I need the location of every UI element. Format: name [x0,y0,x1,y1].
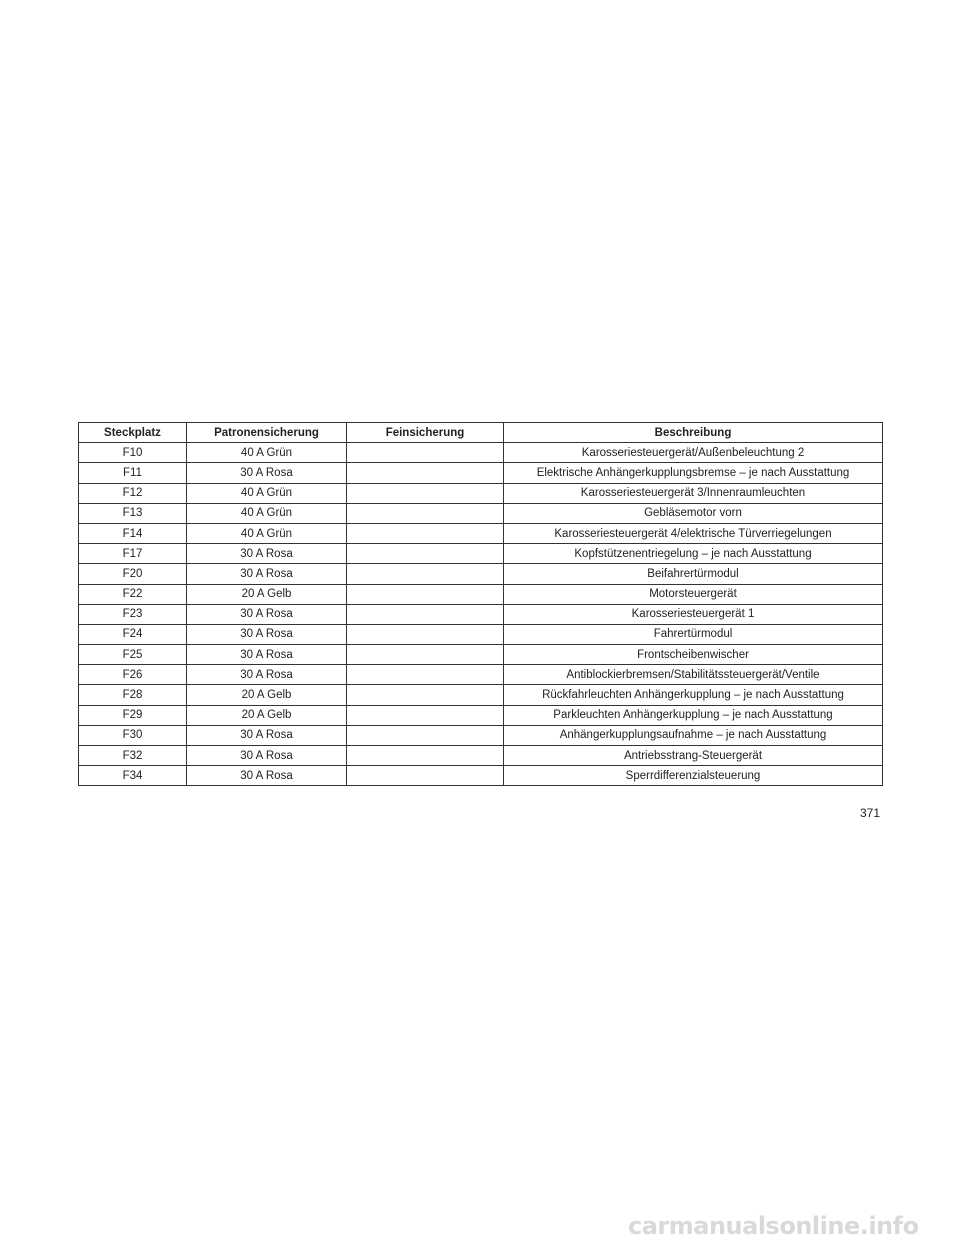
cell-steckplatz: F34 [79,766,187,786]
cell-feinsicherung [347,443,504,463]
cell-feinsicherung [347,725,504,745]
cell-steckplatz: F29 [79,705,187,725]
cell-beschreibung: Gebläsemotor vorn [504,503,883,523]
cell-feinsicherung [347,746,504,766]
cell-patronensicherung: 30 A Rosa [187,766,347,786]
cell-feinsicherung [347,564,504,584]
cell-feinsicherung [347,624,504,644]
cell-patronensicherung: 20 A Gelb [187,685,347,705]
cell-patronensicherung: 40 A Grün [187,503,347,523]
table-row [79,665,883,685]
cell-beschreibung: Anhängerkupplungsaufnahme – je nach Ausstattung [504,725,883,745]
cell-beschreibung: Frontscheibenwischer [504,645,883,665]
header-feinsicherung: Feinsicherung [347,423,504,443]
cell-steckplatz: F30 [79,725,187,745]
cell-feinsicherung [347,705,504,725]
cell-patronensicherung: 40 A Grün [187,443,347,463]
cell-steckplatz: F11 [79,463,187,483]
table-row [79,685,883,705]
cell-beschreibung: Karosseriesteuergerät 1 [504,604,883,624]
cell-beschreibung: Motorsteuergerät [504,584,883,604]
table-row [79,725,883,745]
cell-feinsicherung [347,523,504,543]
cell-beschreibung: Karosseriesteuergerät/Außenbeleuchtung 2 [504,443,883,463]
cell-feinsicherung [347,665,504,685]
table-row [79,604,883,624]
cell-patronensicherung: 40 A Grün [187,483,347,503]
cell-patronensicherung: 30 A Rosa [187,624,347,644]
table-row [79,463,883,483]
cell-steckplatz: F26 [79,665,187,685]
cell-steckplatz: F13 [79,503,187,523]
cell-patronensicherung: 30 A Rosa [187,544,347,564]
cell-patronensicherung: 20 A Gelb [187,584,347,604]
cell-feinsicherung [347,503,504,523]
table-row [79,584,883,604]
table-row [79,564,883,584]
table-row [79,443,883,463]
cell-beschreibung: Karosseriesteuergerät 3/Innenraumleuchten [504,483,883,503]
fuse-table [78,422,883,786]
cell-feinsicherung [347,483,504,503]
cell-steckplatz: F32 [79,746,187,766]
cell-steckplatz: F20 [79,564,187,584]
cell-beschreibung: Parkleuchten Anhängerkupplung – je nach Ausstattung [504,705,883,725]
table-row [79,766,883,786]
cell-patronensicherung: 30 A Rosa [187,604,347,624]
cell-patronensicherung: 20 A Gelb [187,705,347,725]
cell-patronensicherung: 30 A Rosa [187,725,347,745]
cell-feinsicherung [347,766,504,786]
header-steckplatz: Steckplatz [79,423,187,443]
cell-feinsicherung [347,645,504,665]
cell-steckplatz: F23 [79,604,187,624]
table-header-row [79,423,883,443]
cell-feinsicherung [347,685,504,705]
cell-steckplatz: F10 [79,443,187,463]
cell-beschreibung: Karosseriesteuergerät 4/elektrische Türverriegelungen [504,523,883,543]
cell-feinsicherung [347,584,504,604]
cell-patronensicherung: 40 A Grün [187,523,347,543]
cell-steckplatz: F14 [79,523,187,543]
cell-beschreibung: Beifahrertürmodul [504,564,883,584]
table-row [79,624,883,644]
table-row [79,705,883,725]
cell-patronensicherung: 30 A Rosa [187,645,347,665]
header-patronensicherung: Patronensicherung [187,423,347,443]
cell-feinsicherung [347,544,504,564]
cell-patronensicherung: 30 A Rosa [187,746,347,766]
cell-patronensicherung: 30 A Rosa [187,665,347,685]
cell-steckplatz: F12 [79,483,187,503]
table-row [79,503,883,523]
cell-feinsicherung [347,604,504,624]
cell-patronensicherung: 30 A Rosa [187,564,347,584]
page-number: 371 [860,806,881,820]
cell-steckplatz: F25 [79,645,187,665]
cell-feinsicherung [347,463,504,483]
cell-patronensicherung: 30 A Rosa [187,463,347,483]
watermark: carmanualsonline.info [628,1212,919,1240]
cell-beschreibung: Elektrische Anhängerkupplungsbremse – je nach Ausstattung [504,463,883,483]
cell-beschreibung: Antriebsstrang-Steuergerät [504,746,883,766]
table-row [79,746,883,766]
cell-beschreibung: Rückfahrleuchten Anhängerkupplung – je nach Ausstattung [504,685,883,705]
header-beschreibung: Beschreibung [504,423,883,443]
table-body [79,443,883,786]
cell-beschreibung: Sperrdifferenzialsteuerung [504,766,883,786]
cell-steckplatz: F24 [79,624,187,644]
table-row [79,544,883,564]
cell-beschreibung: Fahrertürmodul [504,624,883,644]
cell-steckplatz: F22 [79,584,187,604]
cell-beschreibung: Kopfstützenentriegelung – je nach Ausstattung [504,544,883,564]
table-row [79,483,883,503]
table-row [79,645,883,665]
cell-beschreibung: Antiblockierbremsen/Stabilitätssteuergerät/Ventile [504,665,883,685]
cell-steckplatz: F28 [79,685,187,705]
cell-steckplatz: F17 [79,544,187,564]
table-row [79,523,883,543]
